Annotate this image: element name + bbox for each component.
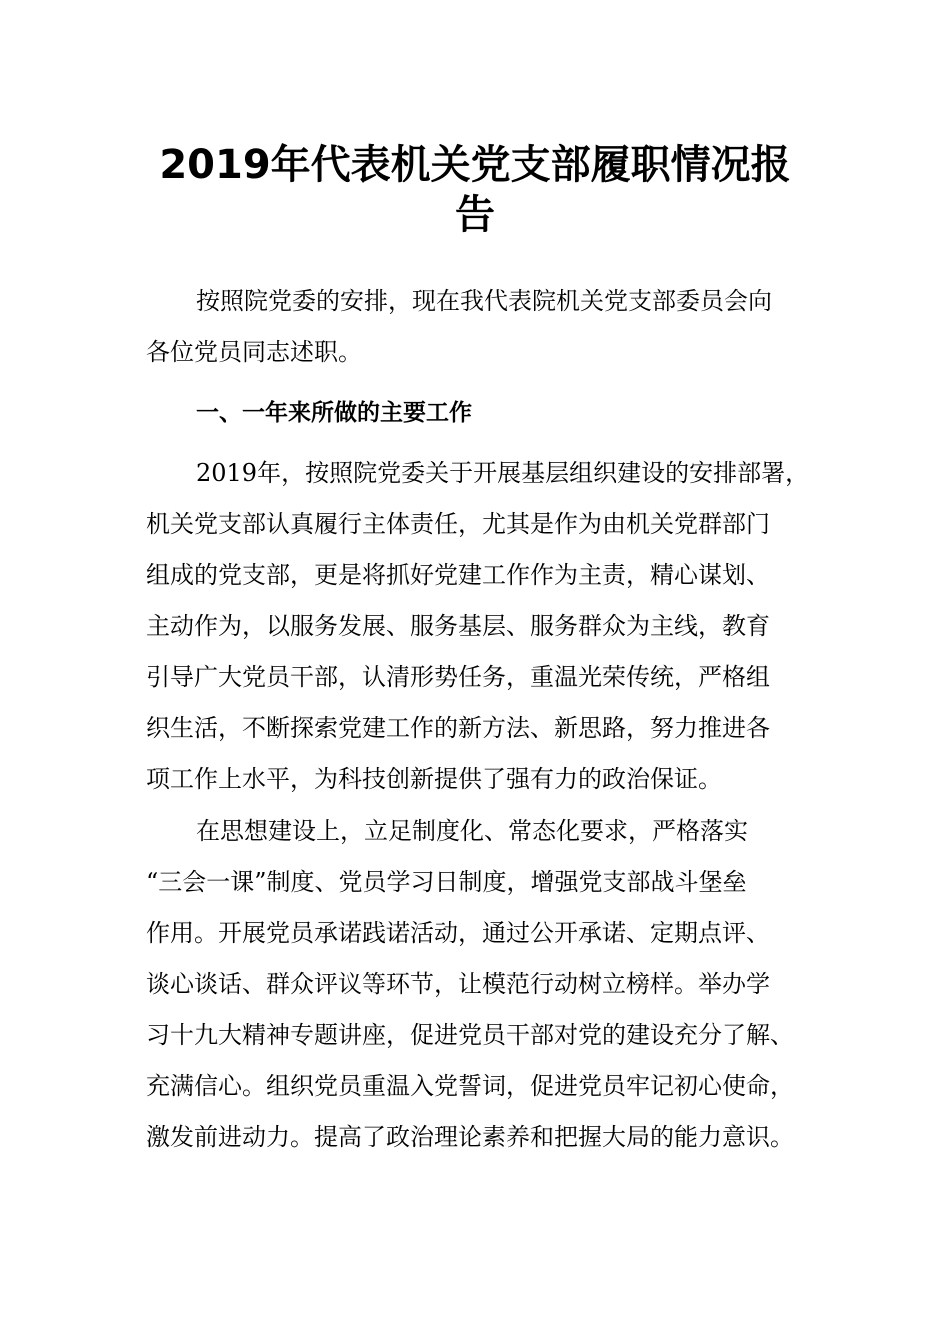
paragraph-1-line: 2019年，按照院党委关于开展基层组织建设的安排部署， bbox=[196, 459, 810, 487]
paragraph-2-line: “三会一课”制度、党员学习日制度，增强党支部战斗堡垒 bbox=[146, 868, 747, 896]
paragraph-2-line: 激发前进动力。提高了政治理论素养和把握大局的能力意识。 bbox=[146, 1123, 794, 1151]
paragraph-2 bbox=[146, 806, 826, 1163]
paragraph-2-line: 习十九大精神专题讲座，促进党员干部对党的建设充分了解、 bbox=[146, 1021, 794, 1049]
intro-line-2: 各位党员同志述职。 bbox=[146, 338, 362, 366]
paragraph-1-line: 主动作为，以服务发展、服务基层、服务群众为主线，教育 bbox=[146, 612, 770, 640]
intro-paragraph bbox=[146, 276, 826, 378]
paragraph-2-line: 谈心谈话、群众评议等环节，让模范行动树立榜样。举办学 bbox=[146, 970, 770, 998]
paragraph-1 bbox=[146, 448, 826, 805]
paragraph-1-line: 机关党支部认真履行主体责任，尤其是作为由机关党群部门 bbox=[146, 510, 770, 538]
paragraph-2-line: 作用。开展党员承诺践诺活动，通过公开承诺、定期点评、 bbox=[146, 919, 770, 947]
title-line-1: 2019年代表机关党支部履职情况报 bbox=[159, 142, 791, 188]
paragraph-1-line: 项工作上水平，为科技创新提供了强有力的政治保证。 bbox=[146, 765, 722, 793]
document-title bbox=[120, 140, 830, 240]
paragraph-2-line: 在思想建设上，立足制度化、常态化要求，严格落实 bbox=[196, 817, 748, 845]
title-line-2: 告 bbox=[455, 192, 495, 238]
paragraph-2-line: 充满信心。组织党员重温入党誓词，促进党员牢记初心使命， bbox=[146, 1072, 794, 1100]
paragraph-1-line: 组成的党支部，更是将抓好党建工作作为主责，精心谋划、 bbox=[146, 561, 770, 589]
paragraph-1-line: 引导广大党员干部，认清形势任务，重温光荣传统，严格组 bbox=[146, 663, 770, 691]
intro-line-1: 按照院党委的安排，现在我代表院机关党支部委员会向 bbox=[196, 287, 772, 315]
section-heading-1: 一、一年来所做的主要工作 bbox=[196, 400, 472, 426]
paragraph-1-line: 织生活，不断探索党建工作的新方法、新思路，努力推进各 bbox=[146, 714, 770, 742]
